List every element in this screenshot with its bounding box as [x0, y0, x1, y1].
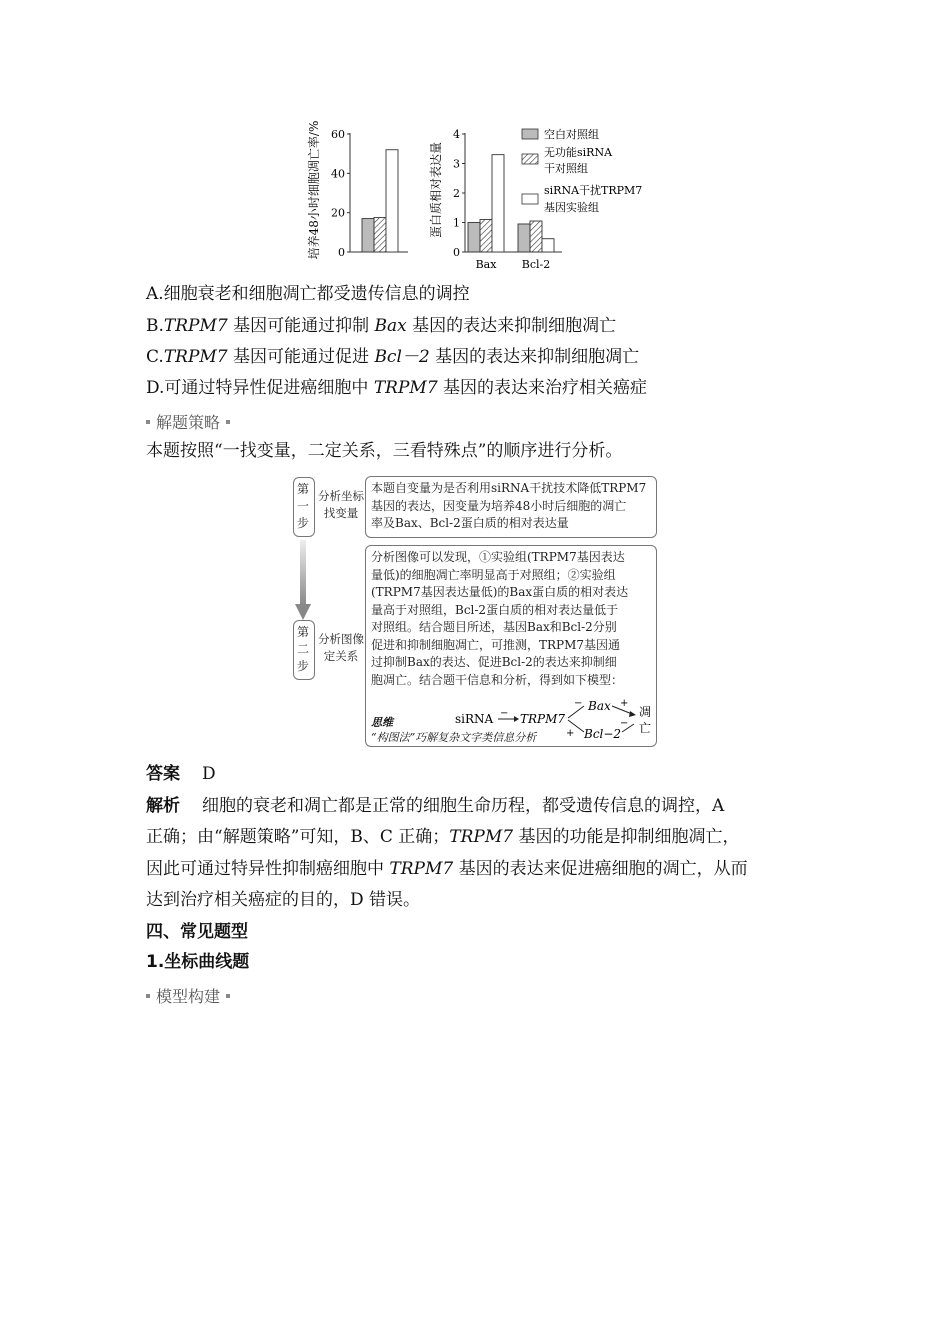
tip-text: “构图法”巧解复杂文字类信息分析 — [371, 731, 537, 744]
model-building-tag — [146, 984, 230, 1007]
strategy-intro: 本题按照“一找变量，二定关系，三看特殊点”的顺序进行分析。 — [146, 441, 623, 461]
model-plus-2: + — [620, 698, 629, 709]
y-tick-label: 1 — [453, 216, 460, 230]
step2-text — [371, 549, 655, 689]
model-trpm7: TRPM7 — [520, 712, 566, 726]
option-d-prefix: D.可通过特异性促进癌细胞中 — [146, 378, 374, 398]
step2-line: 量低)的细胞凋亡率明显高于对照组；②实验组 — [371, 567, 616, 582]
bullet-icon — [226, 994, 230, 998]
option-d — [146, 377, 647, 399]
step2-line: 量高于对照组，Bcl-2蛋白质的相对表达量低于 — [371, 602, 619, 617]
y-tick-label: 4 — [453, 128, 460, 141]
bar — [480, 220, 492, 252]
step1-label: 分析坐标找变量 — [318, 489, 364, 520]
figure-charts — [290, 120, 670, 275]
model-minus-1: − — [500, 708, 509, 719]
analysis-text-2a: 正确；由“解题策略”可知，B、C 正确； — [146, 827, 450, 847]
chart2-y-label: 蛋白质相对表达量 — [429, 141, 443, 239]
option-c-gene: TRPM7 — [163, 347, 228, 367]
legend-swatch-experiment — [522, 194, 538, 204]
step2-line: 对照组。结合题目所述，基因Bax和Bcl-2分别 — [371, 620, 617, 634]
option-c-post: 基因的表达来抑制细胞凋亡 — [429, 347, 640, 367]
badge-char: 步 — [297, 659, 310, 673]
answer-value: D — [202, 764, 216, 784]
legend-nonfunctional-label-2: 干对照组 — [544, 162, 588, 175]
model-plus-1: + — [566, 728, 575, 739]
chart1-y-label: 培养48小时细胞凋亡率/% — [307, 120, 321, 260]
strategy-heading-text: 解题策略 — [156, 413, 221, 432]
step2-line: 分析图像可以发现，①实验组(TRPM7基因表达 — [371, 550, 625, 564]
analysis-gene-1: TRPM7 — [449, 827, 514, 847]
y-tick-label: 3 — [453, 157, 460, 171]
y-tick-label: 60 — [331, 128, 345, 141]
legend-swatch-blank — [522, 129, 538, 139]
bullet-icon — [226, 420, 230, 424]
model-bax-arrowhead — [629, 711, 636, 717]
analysis-line-2 — [146, 826, 740, 848]
badge-char: 步 — [297, 516, 310, 530]
analysis-gene-2: TRPM7 — [389, 859, 454, 879]
option-c-prefix: C. — [146, 347, 164, 367]
model-apoptosis-2: 亡 — [639, 721, 652, 735]
step1-badge-text — [297, 481, 311, 532]
analysis-text-3b: 基因的表达来促进癌细胞的凋亡，从而 — [453, 859, 748, 879]
model-building-text: 模型构建 — [156, 987, 221, 1006]
analysis-line-3 — [146, 858, 748, 880]
y-tick-label: 0 — [338, 246, 345, 259]
section4-title: 四、常见题型 — [146, 922, 248, 942]
y-tick-label: 40 — [331, 167, 345, 181]
bar — [468, 223, 480, 253]
bar — [386, 150, 398, 252]
legend-experiment-label-1: siRNA干扰TRPM7 — [544, 184, 643, 197]
bar — [362, 219, 374, 252]
y-tick-label: 2 — [453, 187, 460, 200]
step2-line: (TRPM7基因表达量低)的Bax蛋白质的相对表达 — [371, 585, 629, 599]
y-tick-label: 0 — [453, 246, 460, 259]
legend-nonfunctional-label-1: 无功能siRNA — [544, 146, 613, 159]
step1-line: 本题自变量为是否利用siRNA干扰技术降低TRPM7 — [371, 481, 647, 495]
model-bax: Bax — [588, 699, 611, 713]
option-c — [146, 346, 639, 368]
model-bcl2: Bcl−2 — [584, 727, 622, 741]
answer-label: 答案 — [146, 764, 180, 784]
model-diagram — [450, 694, 655, 744]
badge-char: 一 — [297, 499, 310, 513]
bar — [492, 155, 504, 252]
answer — [146, 763, 216, 785]
legend-swatch-nonfunctional — [522, 154, 538, 164]
category-label: Bcl-2 — [521, 258, 551, 271]
step1-line: 基因的表达，因变量为培养48小时后细胞的凋亡 — [371, 498, 627, 513]
step2-line: 胞凋亡。结合题干信息和分析，得到如下模型： — [371, 672, 624, 687]
option-b-post: 基因的表达来抑制细胞凋亡 — [406, 316, 617, 336]
step2-badge-text — [297, 624, 311, 675]
bullet-icon — [146, 994, 150, 998]
badge-char: 第 — [297, 625, 310, 639]
option-d-gene: TRPM7 — [373, 378, 438, 398]
bullet-icon — [146, 420, 150, 424]
badge-char: 第 — [297, 482, 310, 496]
bar — [530, 221, 542, 252]
option-b-mid: 基因可能通过抑制 — [227, 316, 375, 336]
badge-char: 二 — [297, 642, 310, 656]
bar — [542, 239, 554, 252]
legend-experiment-label-2: 基因实验组 — [544, 201, 599, 214]
analysis-text-1: 细胞的衰老和凋亡都是正常的细胞生命历程，都受遗传信息的调控，A — [202, 796, 725, 816]
step2-label: 分析图像定关系 — [318, 632, 364, 663]
down-arrow-icon — [295, 540, 311, 622]
step1-line: 率及Bax、Bcl-2蛋白质的相对表达量 — [371, 516, 569, 530]
category-label: Bax — [475, 258, 497, 271]
bar — [518, 224, 530, 252]
option-c-mid: 基因可能通过促进 — [227, 347, 375, 367]
analysis-text-3a: 因此可通过特异性抑制癌细胞中 — [146, 859, 390, 879]
analysis-line-1 — [146, 795, 724, 817]
option-b-gene: TRPM7 — [163, 316, 228, 336]
bar — [374, 218, 386, 252]
option-b-gene2: Bax — [374, 316, 407, 336]
step1-text — [371, 480, 655, 533]
step2-line: 过抑制Bax的表达、促进Bcl-2的表达来抑制细 — [371, 655, 617, 669]
option-c-gene2: Bcl－2 — [374, 347, 430, 367]
option-b-prefix: B. — [146, 316, 164, 336]
analysis-line-4: 达到治疗相关癌症的目的，D 错误。 — [146, 890, 421, 910]
model-sirna: siRNA — [455, 712, 494, 726]
strategy-heading — [146, 410, 230, 433]
step2-line: 促进和抑制细胞凋亡，可推测，TRPM7基因通 — [371, 637, 621, 652]
section4-subtitle: 1.坐标曲线题 — [146, 952, 250, 972]
option-b — [146, 315, 616, 337]
model-minus-2: − — [574, 698, 583, 709]
model-arrowhead — [514, 716, 519, 722]
option-a: A.细胞衰老和细胞凋亡都受遗传信息的调控 — [146, 284, 470, 304]
y-tick-label: 20 — [331, 206, 345, 220]
option-d-post: 基因的表达来治疗相关癌症 — [437, 378, 648, 398]
analysis-text-2b: 基因的功能是抑制细胞凋亡， — [513, 827, 740, 847]
model-apoptosis-1: 凋 — [639, 705, 652, 719]
tip-title: 思维 — [371, 716, 393, 729]
analysis-label: 解析 — [146, 796, 180, 816]
legend-blank-label: 空白对照组 — [544, 128, 599, 141]
model-minus-3: − — [620, 718, 629, 729]
